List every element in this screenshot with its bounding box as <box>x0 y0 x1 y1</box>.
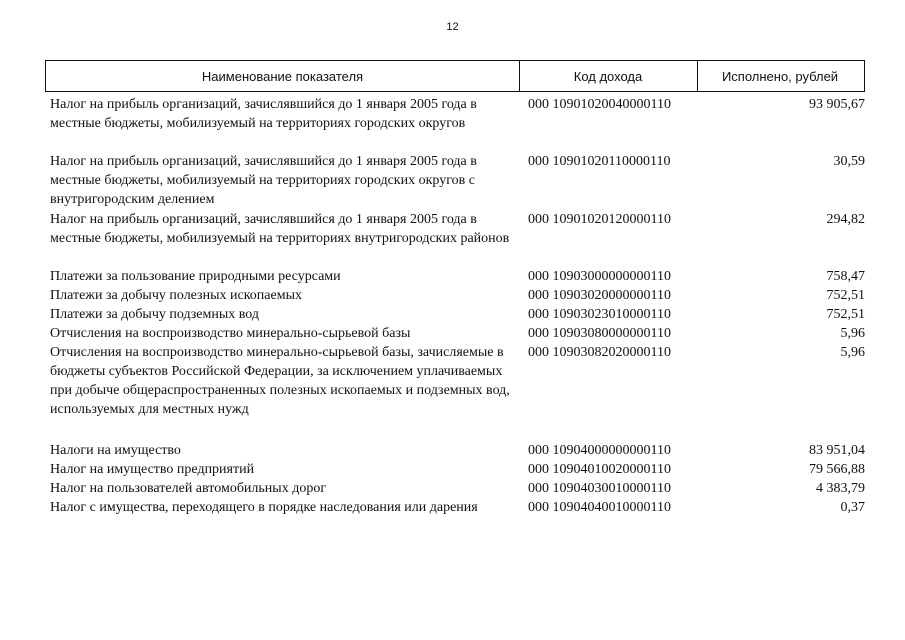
row-name: Налог на пользователей автомобильных дорог <box>50 481 327 496</box>
row-name: Платежи за пользование природными ресурсами <box>50 269 341 284</box>
row-code: 000 10903082020000110 <box>528 345 671 360</box>
row-value: 752,51 <box>826 288 865 303</box>
table-header <box>45 60 865 92</box>
row-value: 758,47 <box>826 269 865 284</box>
table-row <box>50 210 865 267</box>
row-value: 5,96 <box>840 345 865 360</box>
row-code: 000 10903080000000110 <box>528 326 671 341</box>
table-body <box>50 95 865 536</box>
row-code: 000 10904000000000110 <box>528 443 671 458</box>
table-row <box>50 479 865 498</box>
table-row <box>50 286 865 305</box>
row-code: 000 10901020110000110 <box>528 154 671 169</box>
table-row <box>50 152 865 210</box>
row-code: 000 10903000000000110 <box>528 269 671 284</box>
header-code: Код дохода <box>519 61 698 91</box>
table-row <box>50 95 865 152</box>
row-name: Платежи за добычу подземных вод <box>50 307 260 322</box>
row-value: 0,37 <box>840 500 865 515</box>
row-value: 752,51 <box>826 307 865 322</box>
row-code: 000 10901020120000110 <box>528 212 671 227</box>
row-name: Налог с имущества, переходящего в порядке наследования или дарения <box>50 500 478 515</box>
row-name: Отчисления на воспроизводство минерально-сырьевой базы <box>50 326 411 341</box>
row-value: 79 566,88 <box>809 462 865 477</box>
row-name: Отчисления на воспроизводство минерально-сырьевой базы, зачисляемые в бюджеты субъектов Российской Федерации, за исключением уплачиваемых при добыче общераспространенных полезных ископаемых и подземных вод, используемых для местных нужд <box>50 345 510 417</box>
row-value: 30,59 <box>833 154 865 169</box>
row-name: Налог на прибыль организаций, зачислявшийся до 1 января 2005 года в местные бюджеты, мобилизуемый на территориях городских округов с внутригородским делением <box>50 154 477 207</box>
row-value: 83 951,04 <box>809 443 865 458</box>
row-code: 000 10904010020000110 <box>528 462 671 477</box>
row-value: 4 383,79 <box>816 481 865 496</box>
row-name: Налог на имущество предприятий <box>50 462 255 477</box>
table-row <box>50 441 865 460</box>
row-name: Платежи за добычу полезных ископаемых <box>50 288 302 303</box>
table-row <box>50 498 865 536</box>
table-row <box>50 267 865 286</box>
row-value: 5,96 <box>840 326 865 341</box>
row-name: Налог на прибыль организаций, зачислявшийся до 1 января 2005 года в местные бюджеты, мобилизуемый на территориях городских округов <box>50 97 477 131</box>
page-number: 12 <box>446 21 459 33</box>
table-row <box>50 343 865 441</box>
table-row <box>50 460 865 479</box>
row-code: 000 10904040010000110 <box>528 500 671 515</box>
row-value: 294,82 <box>826 212 865 227</box>
header-name: Наименование показателя <box>46 61 520 91</box>
header-value: Исполнено, рублей <box>721 68 839 84</box>
row-value: 93 905,67 <box>809 97 865 112</box>
row-code: 000 10903023010000110 <box>528 307 671 322</box>
table-row <box>50 324 865 343</box>
row-code: 000 10903020000000110 <box>528 288 671 303</box>
row-code: 000 10901020040000110 <box>528 97 671 112</box>
row-name: Налоги на имущество <box>50 443 181 458</box>
row-name: Налог на прибыль организаций, зачислявшийся до 1 января 2005 года в местные бюджеты, мобилизуемый на территориях внутригородских районов <box>50 212 510 246</box>
table-row <box>50 305 865 324</box>
row-code: 000 10904030010000110 <box>528 481 671 496</box>
